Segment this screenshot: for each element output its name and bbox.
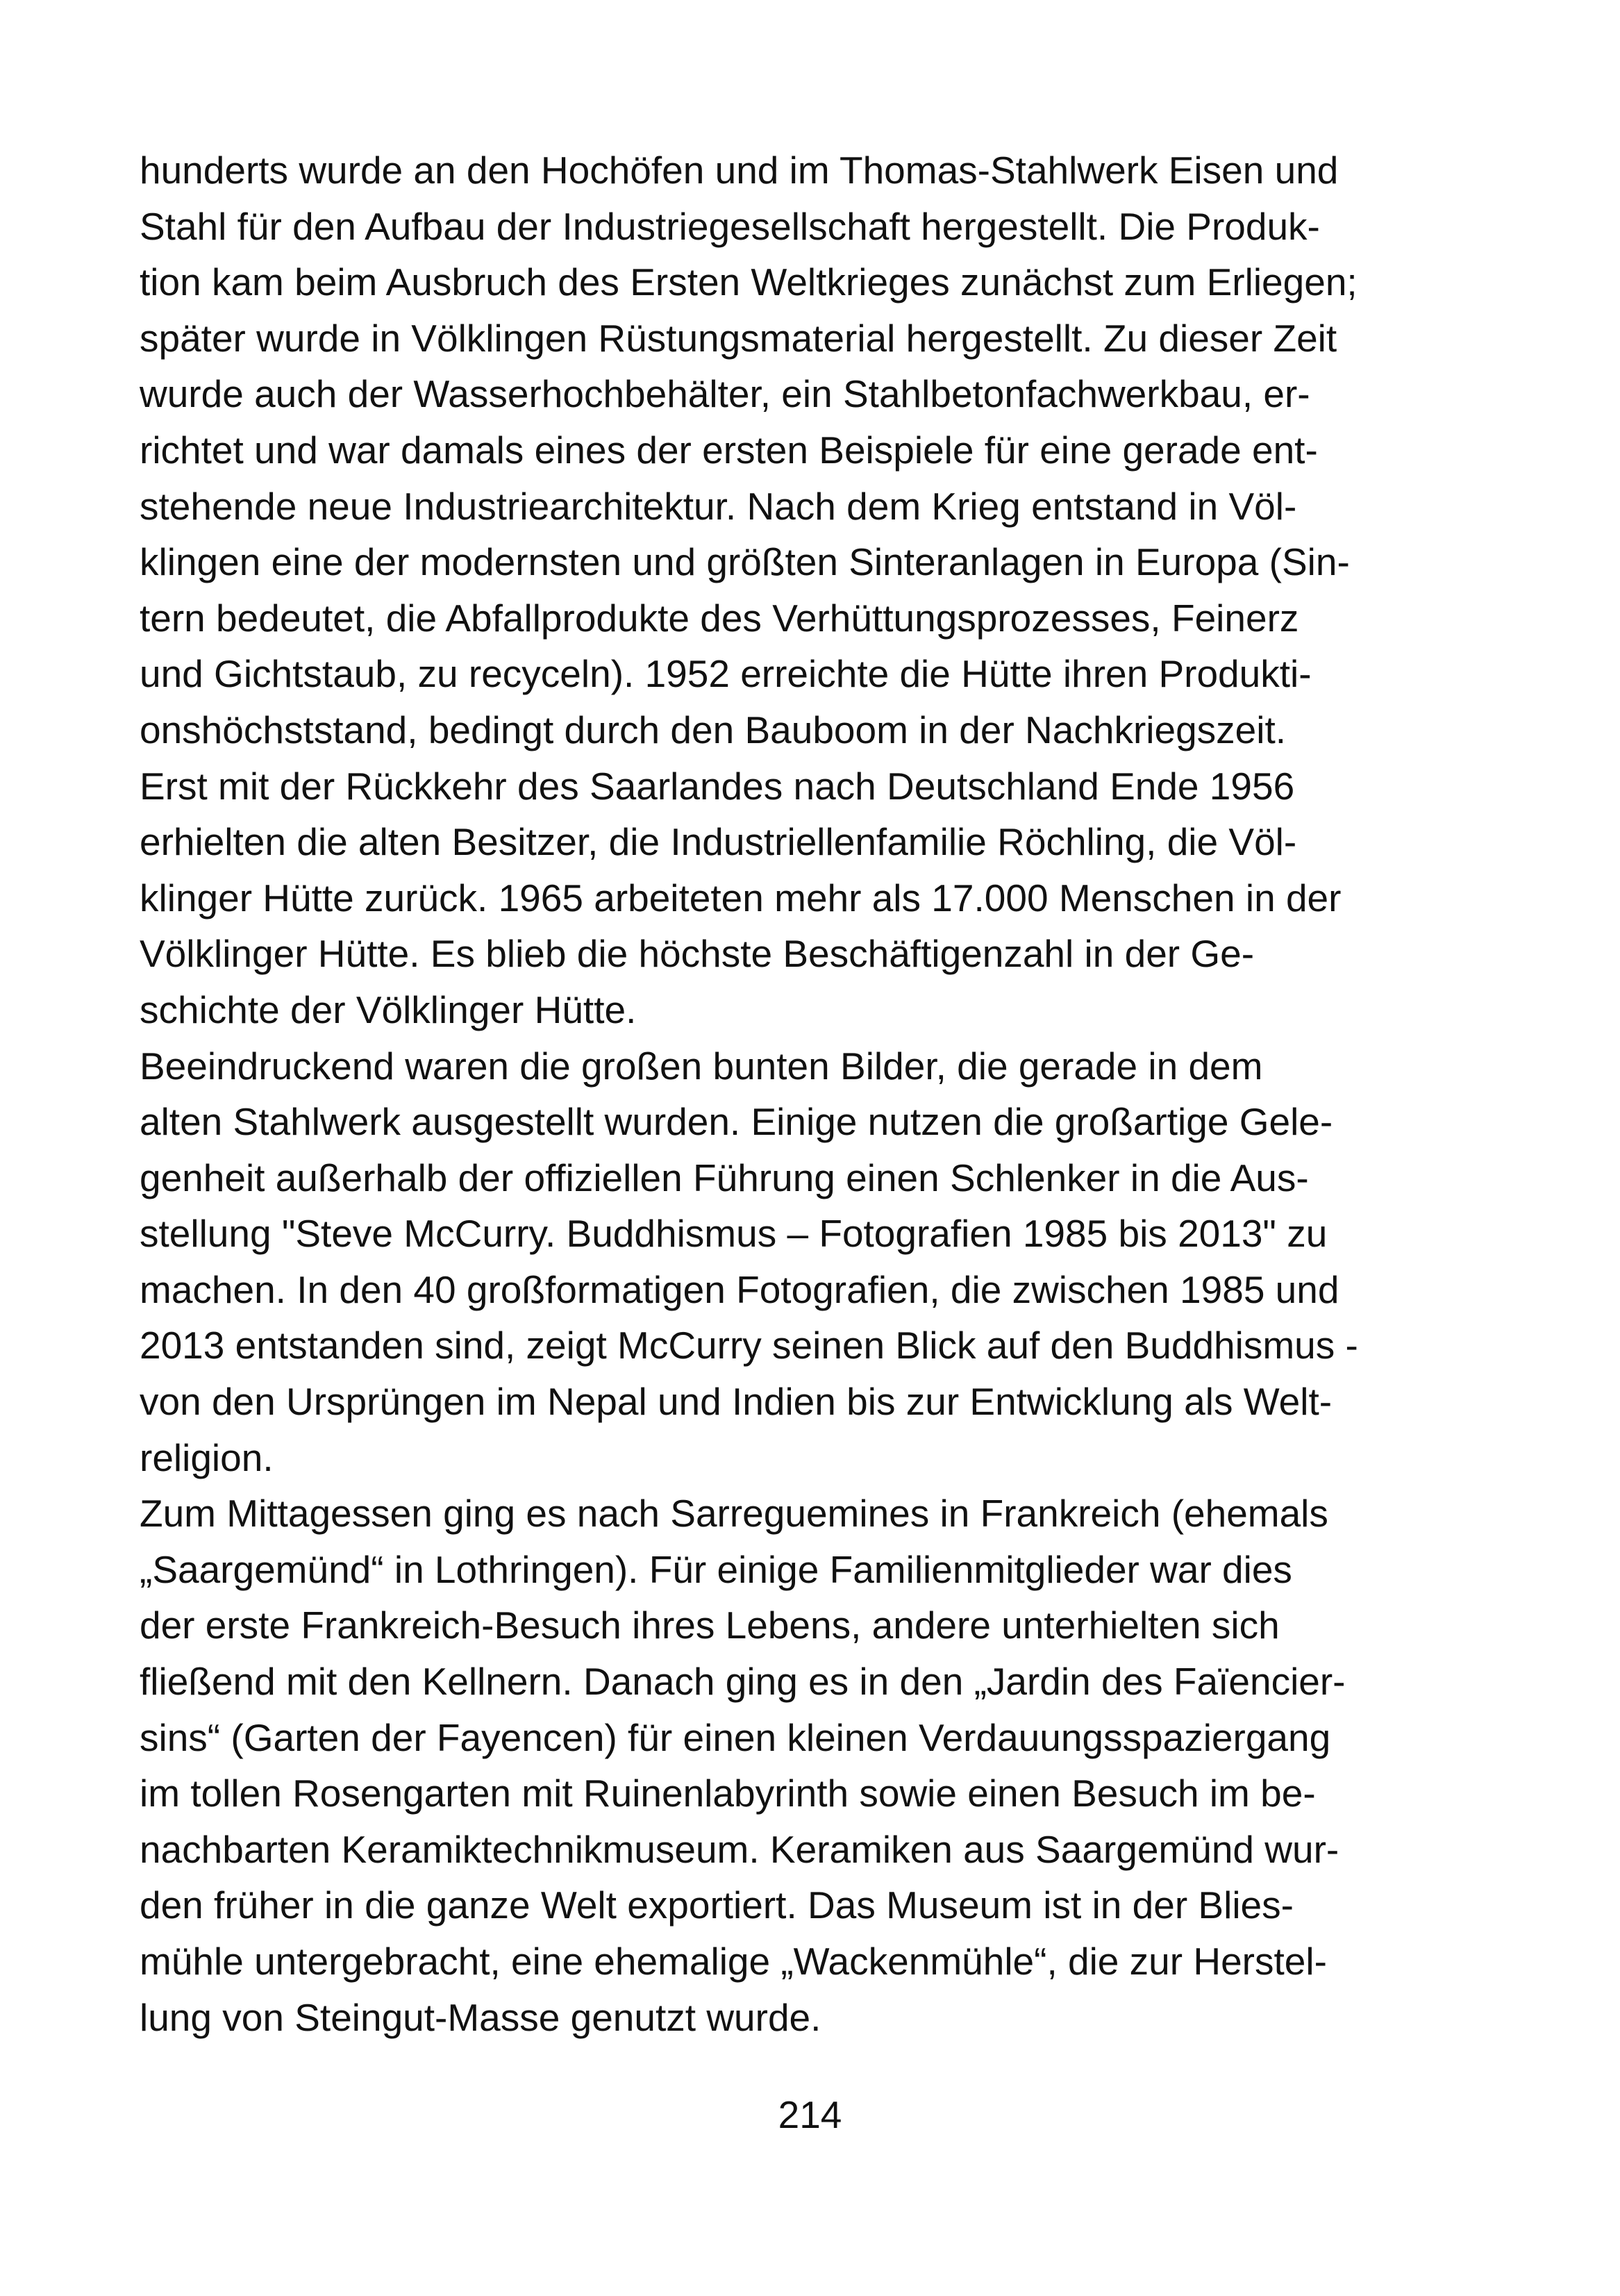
text-line: genheit außerhalb der offiziellen Führung einen Schlenker in die Aus- — [140, 1156, 1309, 1199]
text-line: Erst mit der Rückkehr des Saarlandes nach Deutschland Ende 1956 — [140, 764, 1295, 808]
text-line: mühle untergebracht, eine ehemalige „Wackenmühle“, die zur Herstel- — [140, 1940, 1327, 1983]
text-line: richtet und war damals eines der ersten Beispiele für eine gerade ent- — [140, 428, 1318, 472]
text-line: den früher in die ganze Welt exportiert. Das Museum ist in der Blies- — [140, 1883, 1294, 1927]
text-line: 2013 entstanden sind, zeigt McCurry seinen Blick auf den Buddhismus - — [140, 1324, 1358, 1367]
text-line: nachbarten Keramiktechnikmuseum. Keramiken aus Saargemünd wur- — [140, 1827, 1339, 1871]
text-line: Zum Mittagessen ging es nach Sarreguemines in Frankreich (ehemals — [140, 1492, 1328, 1536]
text-line: im tollen Rosengarten mit Ruinenlabyrinth sowie einen Besuch im be- — [140, 1772, 1316, 1815]
text-line: religion. — [140, 1436, 274, 1479]
text-line: alten Stahlwerk ausgestellt wurden. Einige nutzen die großartige Gele- — [140, 1100, 1333, 1144]
text-line: von den Ursprüngen im Nepal und Indien bis zur Entwicklung als Welt- — [140, 1380, 1333, 1424]
text-line: Stahl für den Aufbau der Industriegesellschaft hergestellt. Die Produk- — [140, 204, 1320, 248]
text-line: klingen eine der modernsten und größten Sinteranlagen in Europa (Sin- — [140, 540, 1350, 584]
text-line: fließend mit den Kellnern. Danach ging es in den „Jardin des Faïencier- — [140, 1660, 1346, 1704]
text-line: und Gichtstaub, zu recyceln). 1952 erreichte die Hütte ihren Produkti- — [140, 652, 1312, 696]
text-line: sins“ (Garten der Fayencen) für einen kleinen Verdauungsspaziergang — [140, 1715, 1331, 1759]
text-line: tion kam beim Ausbruch des Ersten Weltkrieges zunächst zum Erliegen; — [140, 260, 1358, 304]
text-line: stehende neue Industriearchitektur. Nach dem Krieg entstand in Völ- — [140, 484, 1297, 528]
text-line: klinger Hütte zurück. 1965 arbeiteten mehr als 17.000 Menschen in der — [140, 876, 1342, 920]
text-line: machen. In den 40 großformatigen Fotografien, die zwischen 1985 und — [140, 1267, 1339, 1311]
text-line: hunderts wurde an den Hochöfen und im Thomas-Stahlwerk Eisen und — [140, 149, 1339, 192]
text-line: stellung "Steve McCurry. Buddhismus – Fotografien 1985 bis 2013" zu — [140, 1212, 1328, 1256]
text-line: der erste Frankreich-Besuch ihres Lebens, andere unterhielten sich — [140, 1604, 1280, 1647]
text-line: Völklinger Hütte. Es blieb die höchste Beschäftigenzahl in der Ge- — [140, 932, 1255, 976]
text-line: Beeindruckend waren die großen bunten Bilder, die gerade in dem — [140, 1044, 1263, 1088]
text-line: tern bedeutet, die Abfallprodukte des Verhüttungsprozesses, Feinerz — [140, 596, 1299, 640]
text-line: erhielten die alten Besitzer, die Industriellenfamilie Röchling, die Völ- — [140, 820, 1297, 864]
text-line: onshöchststand, bedingt durch den Bauboom in der Nachkriegszeit. — [140, 708, 1287, 751]
page-number: 214 — [778, 2093, 842, 2136]
text-line: lung von Steingut-Masse genutzt wurde. — [140, 1995, 821, 2039]
text-line: wurde auch der Wasserhochbehälter, ein Stahlbetonfachwerkbau, er- — [140, 372, 1310, 416]
text-line: schichte der Völklinger Hütte. — [140, 988, 637, 1031]
body-text — [140, 142, 1501, 2045]
text-line: später wurde in Völklingen Rüstungsmaterial hergestellt. Zu dieser Zeit — [140, 316, 1337, 360]
text-line: „Saargemünd“ in Lothringen). Für einige Familienmitglieder war dies — [140, 1547, 1292, 1591]
